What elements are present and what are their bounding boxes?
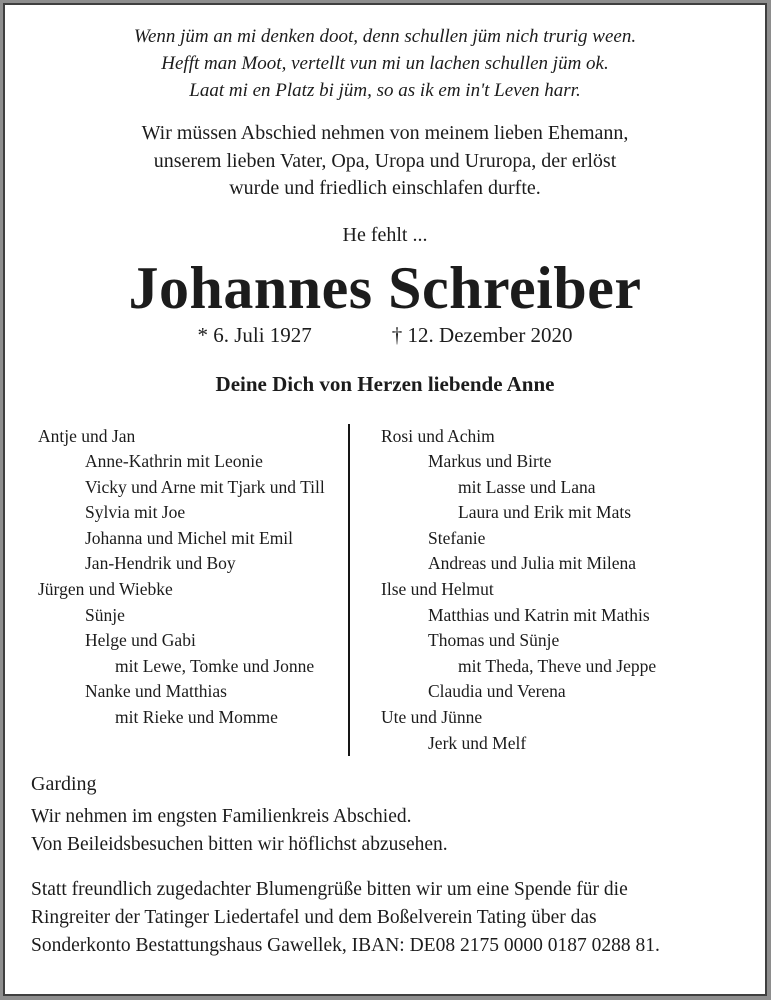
mourner-line: mit Lasse und Lana [458, 476, 596, 497]
life-dates [5, 323, 765, 348]
farewell-line: Wir nehmen im engsten Familienkreis Abschied. [31, 806, 412, 828]
mourner-line: Jan-Hendrik und Boy [85, 553, 236, 574]
mourners-column-right [350, 424, 765, 757]
donation-note [5, 876, 765, 960]
intro-line: unserem lieben Vater, Opa, Uropa und Ururopa, der erlöst [153, 149, 617, 172]
mourner-line: Ute und Jünne [381, 707, 483, 728]
obituary-notice [3, 3, 767, 996]
mourner-line: Helge und Gabi [85, 630, 196, 651]
poem-line: Wenn jüm an mi denken doot, denn schullen jüm nich trurig ween. [133, 26, 637, 47]
farewell-line: Von Beileidsbesuchen bitten wir höflichst abzusehen. [31, 834, 448, 856]
mourner-line: Antje und Jan [38, 425, 136, 446]
mourner-line: mit Lewe, Tomke und Jonne [115, 655, 315, 676]
mourner-line: mit Theda, Theve und Jeppe [458, 655, 657, 676]
mourner-line: Jerk und Melf [428, 732, 527, 753]
mourner-line: Sünje [85, 604, 125, 625]
poem-line: Hefft man Moot, vertellt vun mi un lachen schullen jüm ok. [161, 53, 609, 74]
poem-line: Laat mi en Platz bi jüm, so as ik em in't Leven harr. [189, 80, 581, 101]
place-name: Garding [31, 773, 97, 796]
mourner-line: Sylvia mit Joe [85, 502, 186, 523]
dialect-poem [5, 23, 765, 104]
deceased-name: Johannes Schreiber [128, 254, 642, 321]
donation-line: Sonderkonto Bestattungshaus Gawellek, IBAN: DE08 2175 0000 0187 0288 81. [31, 935, 660, 957]
mourner-line: Jürgen und Wiebke [38, 579, 173, 600]
mourner-line: Claudia und Verena [428, 681, 566, 702]
mourner-line: Rosi und Achim [381, 425, 495, 446]
mourner-line: Nanke und Matthias [85, 681, 227, 702]
mourner-line: Vicky und Arne mit Tjark und Till [85, 476, 325, 497]
mourner-line: Thomas und Sünje [428, 630, 560, 651]
intro-line: Wir müssen Abschied nehmen von meinem lieben Ehemann, [141, 122, 629, 144]
mourner-line: Ilse und Helmut [381, 579, 494, 600]
mourner-line: Johanna und Michel mit Emil [85, 527, 294, 548]
donation-line: Ringreiter der Tatinger Liedertafel und dem Boßelverein Tating über das [31, 907, 597, 929]
dedication-line: Deine Dich von Herzen liebende Anne [215, 371, 555, 396]
birth-date: * 6. Juli 1927 [197, 322, 312, 347]
missing-line: He fehlt ... [342, 223, 428, 246]
farewell-note [5, 803, 765, 859]
mourner-line: Anne-Kathrin mit Leonie [85, 451, 263, 472]
mourners-section [5, 424, 765, 757]
mourners-column-left [5, 424, 348, 757]
intro-line: wurde und friedlich einschlafen durfte. [229, 177, 541, 199]
mourner-line: Andreas und Julia mit Milena [428, 553, 637, 574]
mourner-line: Stefanie [428, 527, 486, 548]
donation-line: Statt freundlich zugedachter Blumengrüße bitten wir um eine Spende für die [31, 879, 628, 901]
mourner-line: Laura und Erik mit Mats [458, 502, 632, 523]
death-date: † 12. Dezember 2020 [391, 322, 573, 347]
farewell-intro [5, 120, 765, 203]
mourner-line: Matthias und Katrin mit Mathis [428, 604, 650, 625]
mourner-line: Markus und Birte [428, 451, 552, 472]
mourner-line: mit Rieke und Momme [115, 707, 278, 728]
